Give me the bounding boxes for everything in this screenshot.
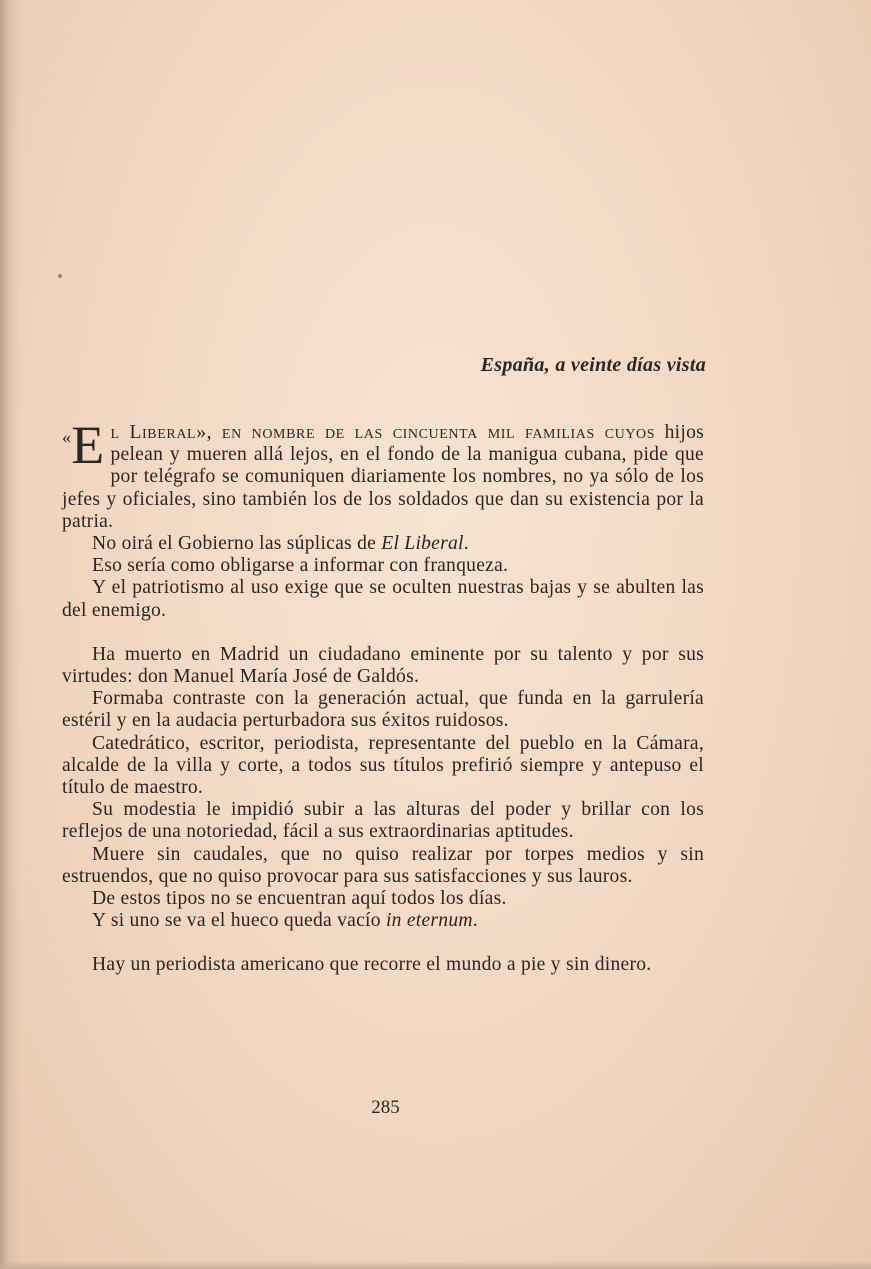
page-left-edge-shadow [0, 0, 20, 1269]
paragraph: Hay un periodista americano que recorre el mundo a pie y sin dinero. [92, 954, 652, 976]
drop-cap-letter: E [71, 415, 105, 475]
lead-in-continuation: hijos pelean y mueren allá lejos, en el fondo de la manigua cubana, pide que por telégrafo se comuniquen diariamente los nombres, no ya sólo de los jefes y oficiales, sino también los de los soldados que dan su existencia por la patria. [62, 422, 704, 532]
section-gap [62, 622, 704, 644]
page-bottom-edge-shadow [0, 1261, 871, 1269]
paragraph: Ha muerto en Madrid un ciudadano eminente por su talento y por sus virtudes: don Manuel María José de Galdós. [62, 643, 704, 688]
article-body [62, 415, 704, 977]
article-title: España, a veinte días vista [480, 354, 706, 376]
paragraph: Eso sería como obligarse a informar con franqueza. [92, 555, 509, 577]
paragraph: Y si uno se va el hueco queda vacío in eternum. [92, 910, 478, 932]
paragraph: No oirá el Gobierno las súplicas de El Liberal. [92, 533, 469, 555]
lead-in-smallcaps: l Liberal», en nombre de las cincuenta mil familias cuyos [110, 422, 656, 443]
paragraph: Su modestia le impidió subir a las alturas del poder y brillar con los reflejos de una notoriedad, fácil a sus extraordinarias aptitudes. [62, 799, 704, 843]
paper-speck [58, 274, 62, 278]
page-number: 285 [371, 1097, 400, 1118]
newspaper-name: El Liberal [381, 533, 464, 555]
section-gap [62, 932, 704, 954]
paragraph: Muere sin caudales, que no quiso realizar por torpes medios y sin estruendos, que no quiso provocar para sus satisfacciones y sus lauros. [62, 843, 704, 887]
paragraph: Formaba contraste con la generación actual, que funda en la garrulería estéril y en la audacia perturbadora sus éxitos ruidosos. [62, 688, 704, 732]
paragraph: Y el patriotismo al uso exige que se oculten nuestras bajas y se abulten las del enemigo. [62, 577, 704, 621]
latin-phrase: in eternum [385, 910, 473, 932]
paragraph: De estos tipos no se encuentran aquí todos los días. [92, 888, 507, 910]
paragraph: Catedrático, escritor, periodista, representante del pueblo en la Cámara, alcalde de la villa y corte, a todos sus títulos prefirió siempre y antepuso el título de maestro. [62, 732, 704, 799]
drop-cap-block [62, 415, 105, 475]
opening-paragraph [62, 415, 704, 533]
opening-quote-mark: « [62, 427, 72, 447]
